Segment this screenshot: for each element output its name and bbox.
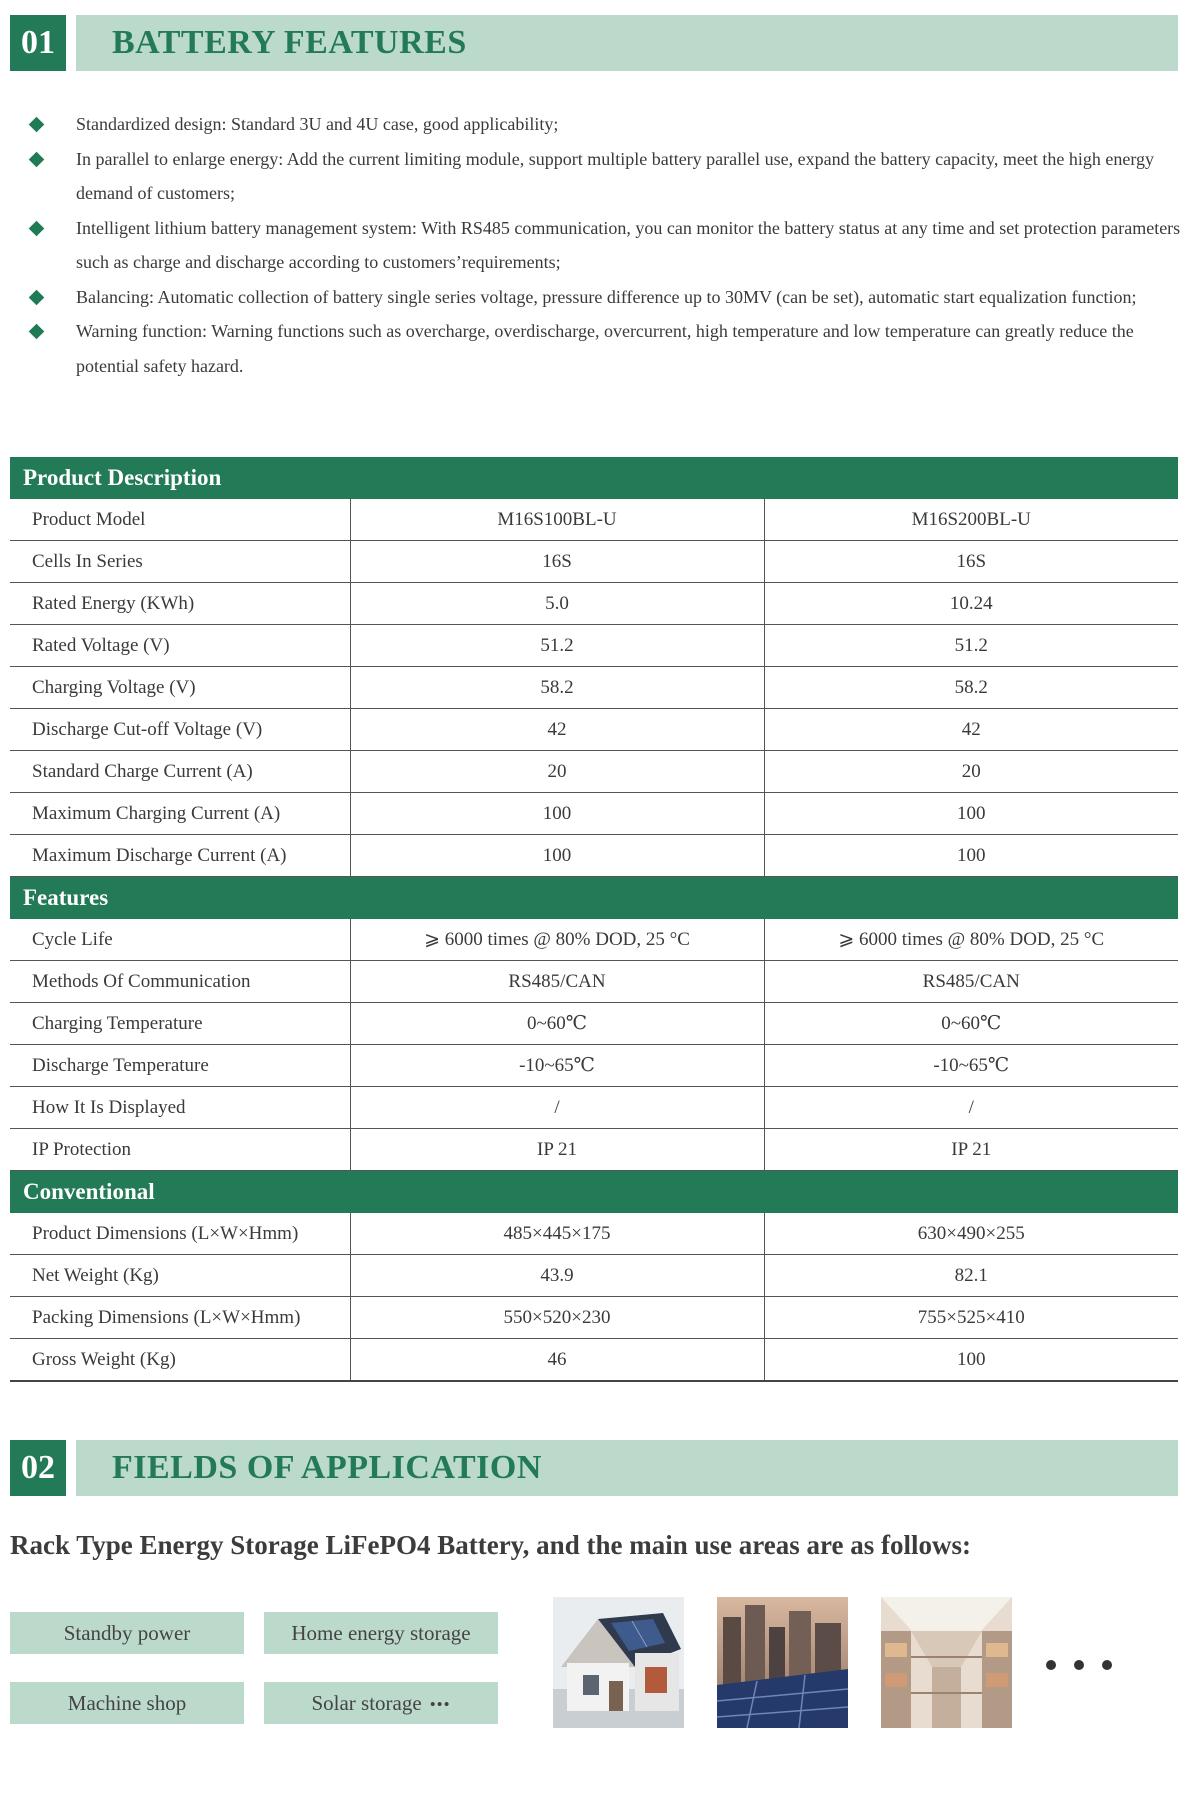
diamond-bullet-icon <box>29 151 45 167</box>
feature-text: In parallel to enlarge energy: Add the current limiting module, support multiple battery parallel use, expand the battery capacity, meet the high energy demand of customers; <box>76 148 1154 203</box>
table-row <box>10 1213 1178 1255</box>
table-row <box>10 1129 1178 1171</box>
param-name: Discharge Cut-off Voltage (V) <box>10 709 350 751</box>
tag-home-energy-storage <box>264 1612 498 1654</box>
section-number: 02 <box>10 1440 66 1496</box>
model-1-value: M16S100BL-U <box>350 499 764 541</box>
list-item <box>26 211 1181 280</box>
param-name: Rated Voltage (V) <box>10 625 350 667</box>
tag-label: Machine shop <box>67 1691 187 1715</box>
house-with-solar-roof-photo <box>553 1597 684 1728</box>
section-title: FIELDS OF APPLICATION <box>112 1449 542 1486</box>
model-2-value: IP 21 <box>764 1129 1178 1171</box>
model-1-value: IP 21 <box>350 1129 764 1171</box>
model-1-value: 100 <box>350 835 764 877</box>
group-title: Conventional <box>10 1171 1178 1214</box>
param-name: Packing Dimensions (L×W×Hmm) <box>10 1297 350 1339</box>
table-row <box>10 709 1178 751</box>
model-2-value: 0~60℃ <box>764 1003 1178 1045</box>
list-item <box>26 142 1181 211</box>
table-row <box>10 835 1178 877</box>
model-1-value: 58.2 <box>350 667 764 709</box>
param-name: Rated Energy (KWh) <box>10 583 350 625</box>
model-1-value: / <box>350 1087 764 1129</box>
model-2-value: 20 <box>764 751 1178 793</box>
model-1-value: 51.2 <box>350 625 764 667</box>
group-title: Product Description <box>10 457 1178 499</box>
more-dots-icon: ••• <box>429 1695 451 1714</box>
table-row <box>10 793 1178 835</box>
model-2-value: -10~65℃ <box>764 1045 1178 1087</box>
list-item <box>26 314 1181 383</box>
table-row <box>10 1045 1178 1087</box>
param-name: Cells In Series <box>10 541 350 583</box>
table-row <box>10 1255 1178 1297</box>
list-item <box>26 107 1181 142</box>
model-1-value: 485×445×175 <box>350 1213 764 1255</box>
dot <box>1102 1660 1112 1670</box>
tag-machine-shop <box>10 1682 244 1724</box>
model-1-value: -10~65℃ <box>350 1045 764 1087</box>
feature-text: Standardized design: Standard 3U and 4U case, good applicability; <box>76 114 559 134</box>
feature-text: Balancing: Automatic collection of battery single series voltage, pressure difference up to 30MV (can be set), automatic start equalization function; <box>76 286 1137 307</box>
model-2-value: 100 <box>764 835 1178 877</box>
feature-text: Warning function: Warning functions such as overcharge, overdischarge, overcurrent, high temperature and low temperature can greatly reduce the potential safety hazard. <box>76 321 1134 376</box>
model-1-value: 46 <box>350 1339 764 1382</box>
feature-text: Intelligent lithium battery management system: With RS485 communication, you can monitor the battery status at any time and set protection parameters such as charge and discharge according to customers’requirements; <box>76 217 1181 272</box>
spec-table <box>10 457 1178 1382</box>
table-row <box>10 1003 1178 1045</box>
diamond-bullet-icon <box>29 289 45 305</box>
tag-label: Solar storage <box>311 1691 422 1715</box>
section-title: BATTERY FEATURES <box>112 24 467 61</box>
model-1-value: ⩾ 6000 times @ 80% DOD, 25 °C <box>350 919 764 961</box>
model-1-value: 16S <box>350 541 764 583</box>
group-title: Features <box>10 877 1178 920</box>
tag-label: Home energy storage <box>291 1621 471 1645</box>
model-2-value: 42 <box>764 709 1178 751</box>
model-1-value: 20 <box>350 751 764 793</box>
model-1-value: 5.0 <box>350 583 764 625</box>
dot <box>1074 1660 1084 1670</box>
model-2-value: 630×490×255 <box>764 1213 1178 1255</box>
model-2-value: 51.2 <box>764 625 1178 667</box>
model-1-value: 100 <box>350 793 764 835</box>
param-name: How It Is Displayed <box>10 1087 350 1129</box>
param-name: Discharge Temperature <box>10 1045 350 1087</box>
model-1-value: 42 <box>350 709 764 751</box>
model-2-value: RS485/CAN <box>764 961 1178 1003</box>
list-item <box>26 280 1181 315</box>
model-2-value: / <box>764 1087 1178 1129</box>
feature-list <box>26 107 1181 383</box>
param-name: Gross Weight (Kg) <box>10 1339 350 1382</box>
param-name: Charging Voltage (V) <box>10 667 350 709</box>
diamond-bullet-icon <box>29 117 45 133</box>
section-title-bar <box>76 1440 1178 1496</box>
diamond-bullet-icon <box>29 324 45 340</box>
model-1-value: 0~60℃ <box>350 1003 764 1045</box>
shopping-mall-interior-photo <box>881 1597 1012 1728</box>
table-row <box>10 541 1178 583</box>
param-name: Product Model <box>10 499 350 541</box>
param-name: Charging Temperature <box>10 1003 350 1045</box>
city-solar-panels-photo <box>717 1597 848 1728</box>
table-row <box>10 751 1178 793</box>
more-dots-icon <box>1046 1657 1130 1675</box>
model-1-value: 550×520×230 <box>350 1297 764 1339</box>
model-2-value: ⩾ 6000 times @ 80% DOD, 25 °C <box>764 919 1178 961</box>
diamond-bullet-icon <box>29 220 45 236</box>
table-row <box>10 499 1178 541</box>
tag-solar-storage <box>264 1682 498 1724</box>
param-name: Cycle Life <box>10 919 350 961</box>
tag-standby-power <box>10 1612 244 1654</box>
section-title-bar <box>76 15 1178 71</box>
table-group-header <box>10 1171 1178 1214</box>
model-2-value: 16S <box>764 541 1178 583</box>
section-number: 01 <box>10 15 66 71</box>
param-name: Maximum Charging Current (A) <box>10 793 350 835</box>
dot <box>1046 1660 1056 1670</box>
param-name: Methods Of Communication <box>10 961 350 1003</box>
table-row <box>10 667 1178 709</box>
param-name: IP Protection <box>10 1129 350 1171</box>
table-group-header <box>10 877 1178 920</box>
application-intro: Rack Type Energy Storage LiFePO4 Battery, and the main use areas are as follows: <box>10 1530 971 1560</box>
param-name: Standard Charge Current (A) <box>10 751 350 793</box>
model-1-value: 43.9 <box>350 1255 764 1297</box>
section-header-battery-features <box>10 15 1178 71</box>
table-row <box>10 625 1178 667</box>
table-row <box>10 1297 1178 1339</box>
param-name: Maximum Discharge Current (A) <box>10 835 350 877</box>
table-row <box>10 1087 1178 1129</box>
param-name: Product Dimensions (L×W×Hmm) <box>10 1213 350 1255</box>
model-2-value: 100 <box>764 1339 1178 1382</box>
model-2-value: 82.1 <box>764 1255 1178 1297</box>
table-group-header <box>10 457 1178 499</box>
table-row <box>10 919 1178 961</box>
section-header-fields-of-application <box>10 1440 1178 1496</box>
model-2-value: M16S200BL-U <box>764 499 1178 541</box>
model-1-value: RS485/CAN <box>350 961 764 1003</box>
table-row <box>10 583 1178 625</box>
model-2-value: 100 <box>764 793 1178 835</box>
table-row <box>10 1339 1178 1382</box>
model-2-value: 755×525×410 <box>764 1297 1178 1339</box>
tag-label: Standby power <box>63 1621 191 1645</box>
param-name: Net Weight (Kg) <box>10 1255 350 1297</box>
table-row <box>10 961 1178 1003</box>
model-2-value: 10.24 <box>764 583 1178 625</box>
model-2-value: 58.2 <box>764 667 1178 709</box>
